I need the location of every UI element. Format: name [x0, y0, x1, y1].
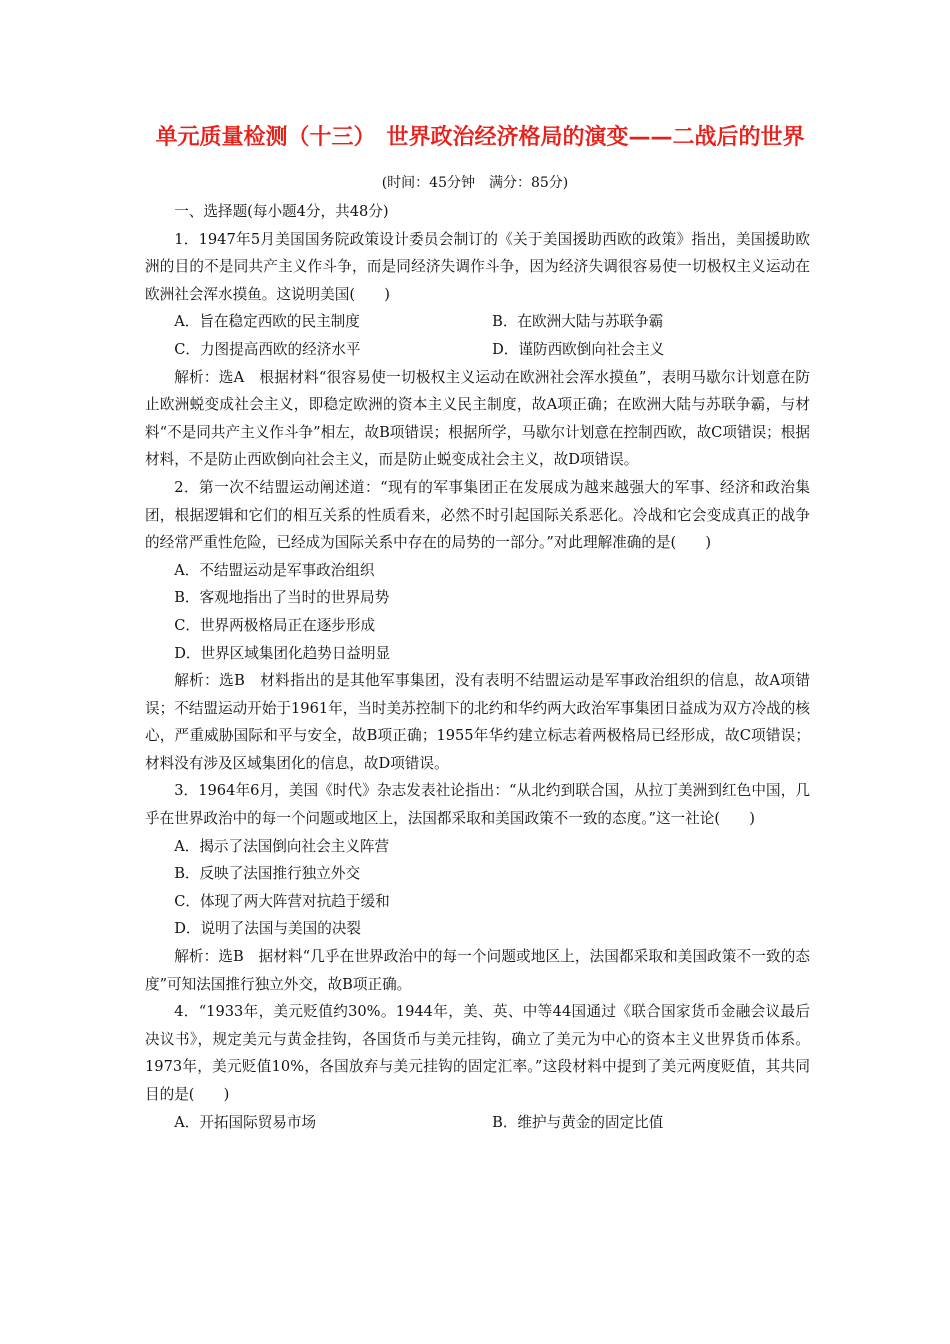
option-c: C．世界两极格局正在逐步形成	[174, 616, 376, 634]
option-c: C．体现了两大阵营对抗趋于缓和	[174, 892, 390, 910]
exam-info: (时间：45分钟 满分：85分)	[381, 175, 569, 191]
option-a: A．揭示了法国倒向社会主义阵营	[174, 837, 390, 855]
question-stem: 1．1947年5月美国国务院政策设计委员会制订的《关于美国援助西欧的政策》指出，美国援助欧洲的目的不是同共产主义作斗争，而是同经济失调作斗争，因为经济失调很容易使一切极权主义运动在欧洲社会浑水摸鱼。这说明美国( )	[145, 230, 810, 303]
option-a: A．旨在稳定西欧的民主制度	[174, 313, 360, 331]
option-b: B．客观地指出了当时的世界局势	[174, 589, 390, 607]
analysis-text: 解析：选A 根据材料“很容易使一切极权主义运动在欧洲社会浑水摸鱼”，表明马歇尔计划意在防止欧洲蜕变成社会主义，即稳定欧洲的资本主义民主制度，故A项正确；在欧洲大陆与苏联争霸，与材料“不是同共产主义作斗争”相左，故B项错误；根据所学，马歇尔计划意在控制西欧，故C项错误；根据材料，不是防止西欧倒向社会主义，而是防止蜕变成社会主义，故D项错误。	[145, 368, 810, 469]
analysis-text: 解析：选B 据材料“几乎在世界政治中的每一个问题或地区上，法国都采取和美国政策不一致的态度”可知法国推行独立外交，故B项正确。	[145, 948, 810, 993]
question-stem: 2．第一次不结盟运动阐述道：“现有的军事集团正在发展成为越来越强大的军事、经济和政治集团，根据逻辑和它们的相互关系的性质看来，必然不时引起国际关系恶化。冷战和它会变成真正的战争的经常严重性危险，已经成为国际关系中存在的局势的一部分。”对此理解准确的是( )	[145, 478, 810, 552]
section-heading: 一、选择题(每小题4分，共48分)	[174, 203, 389, 220]
page-title: 单元质量检测（十三） 世界政治经济格局的演变——二战后的世界	[155, 125, 805, 150]
option-row	[145, 336, 810, 364]
option-b: B．维护与黄金的固定比值	[492, 1113, 664, 1131]
option-b: B．反映了法国推行独立外交	[174, 865, 361, 883]
option-b: B．在欧洲大陆与苏联争霸	[492, 313, 664, 331]
analysis-text: 解析：选B 材料指出的是其他军事集团，没有表明不结盟运动是军事政治组织的信息，故A项错误；不结盟运动开始于1961年，当时美苏控制下的北约和华约两大政治军事集团日益成为双方冷战的核心，严重威胁国际和平与安全，故B项正确；1955年华约建立标志着两极格局已经形成，故C项错误；材料没有涉及区域集团化的信息，故D项错误。	[145, 672, 810, 772]
option-row	[145, 1109, 810, 1137]
option-d: D．说明了法国与美国的决裂	[174, 920, 362, 938]
question-stem: 4．“1933年，美元贬值约30%。1944年，美、英、中等44国通过《联合国家货币金融会议最后决议书》，规定美元与黄金挂钩，各国货币与美元挂钩，确立了美元为中心的资本主义世界货币体系。1973年，美元贬值10%，各国放弃与美元挂钩的固定汇率。”这段材料中提到了美元两度贬值，其共同目的是( )	[145, 1003, 810, 1103]
document-body	[145, 198, 810, 1136]
option-a: A．开拓国际贸易市场	[174, 1113, 317, 1131]
option-c: C．力图提高西欧的经济水平	[174, 340, 361, 358]
option-d: D．世界区域集团化趋势日益明显	[174, 644, 391, 662]
option-d: D．谨防西欧倒向社会主义	[492, 340, 665, 358]
option-row	[145, 308, 810, 336]
option-a: A．不结盟运动是军事政治组织	[174, 561, 375, 579]
question-stem: 3．1964年6月，美国《时代》杂志发表社论指出：“从北约到联合国，从拉丁美洲到红色中国，几乎在世界政治中的每一个问题或地区上，法国都采取和美国政策不一致的态度。”这一社论( )	[145, 782, 810, 828]
